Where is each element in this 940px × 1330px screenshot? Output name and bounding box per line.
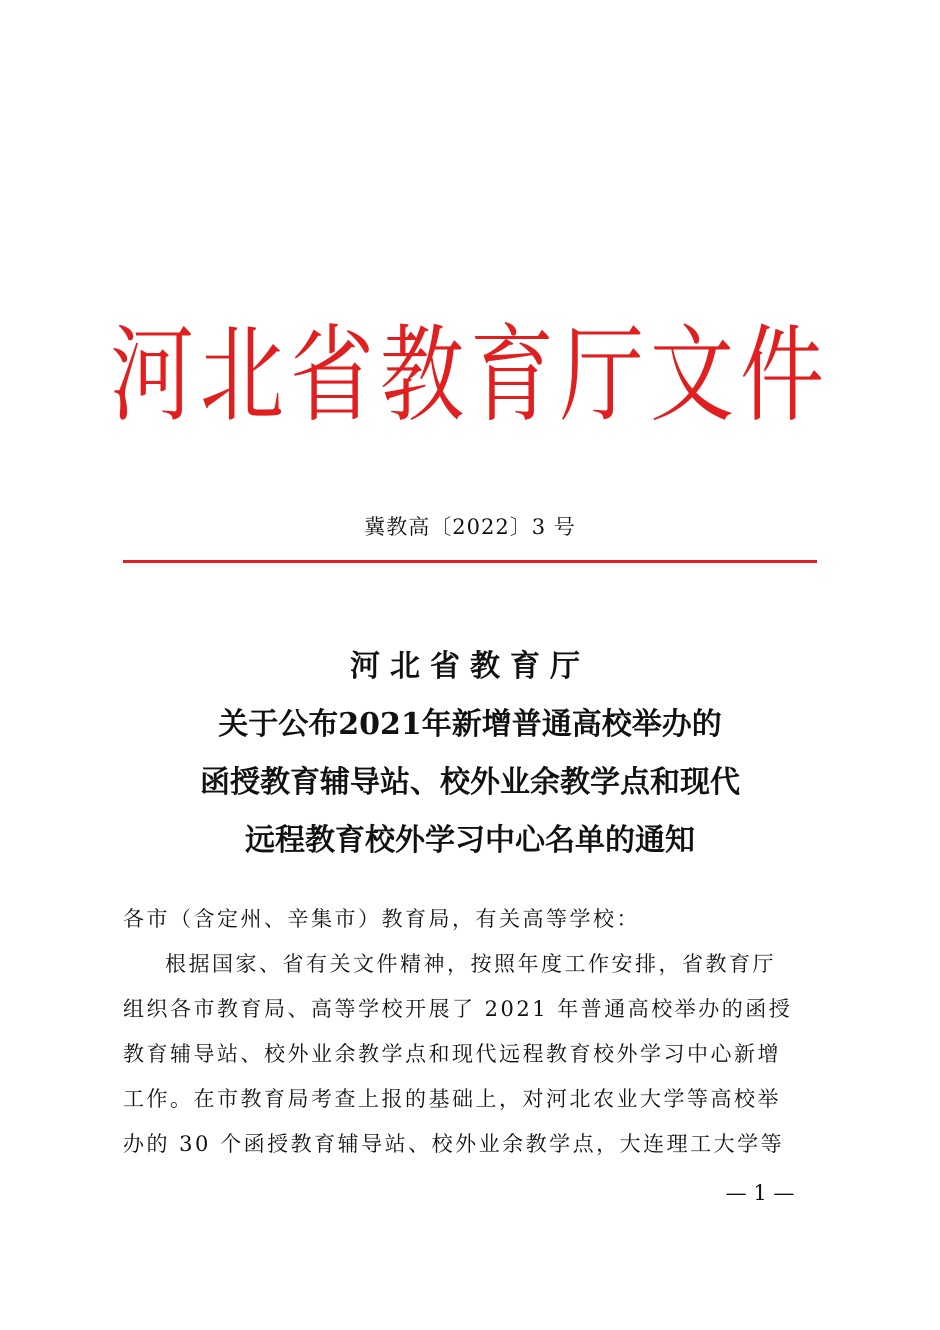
body-line-5: 办的 30 个函授教育辅导站、校外业余教学点，大连理工大学等 xyxy=(123,1132,785,1156)
red-divider-line xyxy=(123,560,817,563)
page-number: — 1 — xyxy=(725,1181,795,1205)
title-line-3: 函授教育辅导站、校外业余教学点和现代 xyxy=(200,765,740,800)
body-line-3: 教育辅导站、校外业余教学点和现代远程教育校外学习中心新增 xyxy=(123,1042,781,1066)
body-line-1: 根据国家、省有关文件精神，按照年度工作安排，省教育厅 xyxy=(165,952,776,976)
notice-body xyxy=(123,897,823,1167)
title-line-4: 远程教育校外学习中心名单的通知 xyxy=(245,823,695,858)
body-line-2: 组织各市教育局、高等学校开展了 2021 年普通高校举办的函授 xyxy=(123,997,793,1021)
body-line-4: 工作。在市教育局考查上报的基础上，对河北农业大学等高校举 xyxy=(123,1087,781,1111)
notice-title xyxy=(0,638,940,870)
title-line-2: 关于公布2021年新增普通高校举办的 xyxy=(218,707,722,742)
document-number: 冀教高〔2022〕3 号 xyxy=(364,515,576,539)
salutation: 各市（含定州、辛集市）教育局，有关高等学校： xyxy=(123,907,640,931)
masthead-title: 河北省教育厅文件 xyxy=(109,313,830,437)
title-line-issuer: 河北省教育厅 xyxy=(350,649,590,684)
